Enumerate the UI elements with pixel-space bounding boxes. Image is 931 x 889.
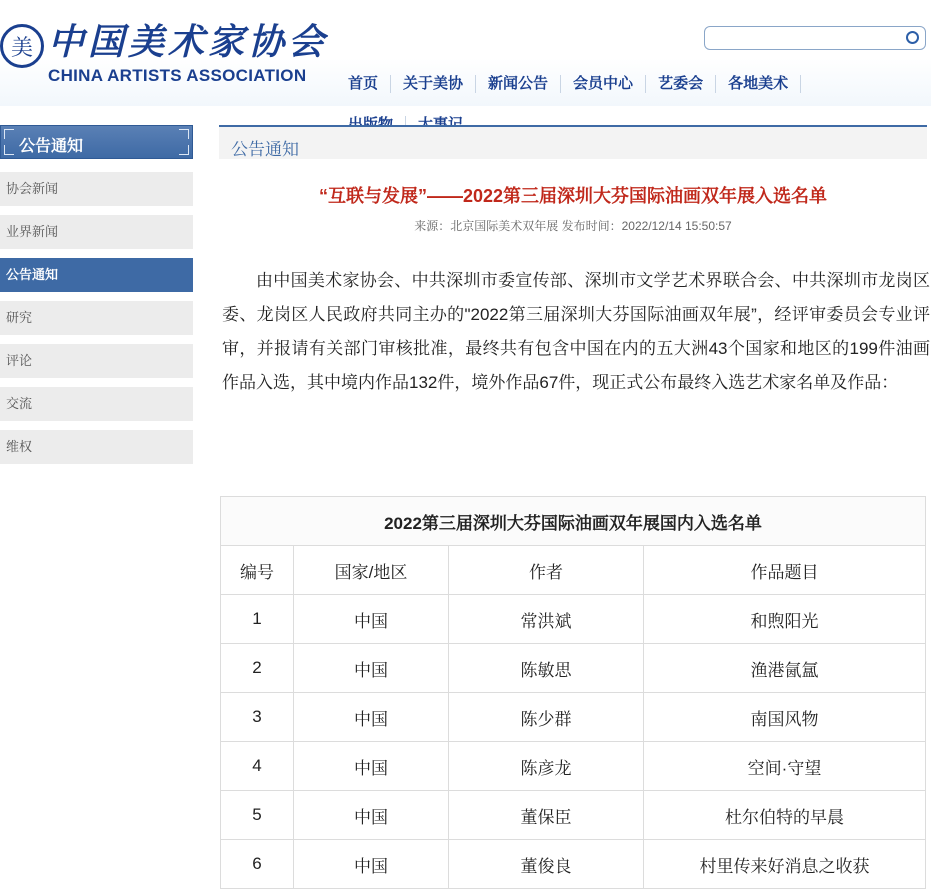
cell-title: 和煦阳光 [644,595,926,644]
nav-item-members[interactable]: 会员中心 [561,75,646,93]
cell-author: 董俊良 [449,840,644,889]
search-input[interactable] [704,26,926,50]
table-row [221,595,926,644]
sidebar-item-industry-news[interactable]: 业界新闻 [0,215,193,249]
article-body: 由中国美术家协会、中共深圳市委宣传部、深圳市文学艺术界联合会、中共深圳市龙岗区委、龙岗区人民政府共同主办的"2022第三届深圳大芬国际油画双年展”，经评审委员会专业评审，并报请有关部门审核批准，最终共有包含中国在内的五大洲43个国家和地区的199件油画作品入选，其中境内作品132件，境外作品67件，现正式公布最终入选艺术家名单及作品： [222,271,930,392]
cell-title: 村里传来好消息之收获 [644,840,926,889]
table-row [221,840,926,889]
sidebar-item-rights[interactable]: 维权 [0,430,193,464]
col-header-region: 国家/地区 [294,546,449,595]
sidebar-title [0,125,193,159]
cell-number: 6 [221,840,294,889]
site-logo[interactable] [0,20,330,90]
nav-item-art-committee[interactable]: 艺委会 [646,75,716,93]
cell-region: 中国 [294,693,449,742]
logo-chinese-text: 中国美术家协会 [48,21,329,63]
article-title: “互联与发展”——2022第三届深圳大芬国际油画双年展入选名单 [318,186,828,206]
col-header-title: 作品题目 [644,546,926,595]
cell-region: 中国 [294,840,449,889]
cell-number: 3 [221,693,294,742]
article-meta: 来源：北京国际美术双年展 发布时间：2022/12/14 15:50:57 [414,219,732,233]
cell-title: 空间·守望 [644,742,926,791]
corner-ornament [4,129,14,139]
cell-number: 2 [221,644,294,693]
corner-ornament [179,145,189,155]
cell-number: 5 [221,791,294,840]
cell-region: 中国 [294,791,449,840]
col-header-number: 编号 [221,546,294,595]
cell-author: 董保臣 [449,791,644,840]
sidebar-menu [0,172,193,473]
sidebar-item-research[interactable]: 研究 [0,301,193,335]
table-row [221,791,926,840]
table-row [221,644,926,693]
sidebar-item-announcements[interactable]: 公告通知 [0,258,193,292]
cell-number: 1 [221,595,294,644]
table-header-row [221,546,926,595]
nav-item-about[interactable]: 关于美协 [391,75,476,93]
table-caption-row [221,497,926,546]
cell-region: 中国 [294,595,449,644]
table-caption: 2022第三届深圳大芬国际油画双年展国内入选名单 [221,497,926,546]
cell-number: 4 [221,742,294,791]
cell-region: 中国 [294,644,449,693]
sidebar-item-association-news[interactable]: 协会新闻 [0,172,193,206]
logo-english-text: CHINA ARTISTS ASSOCIATION [48,66,307,85]
site-header [0,0,931,106]
table-row [221,693,926,742]
cell-author: 陈少群 [449,693,644,742]
selection-table [220,496,926,889]
cell-author: 常洪斌 [449,595,644,644]
cell-title: 南国风物 [644,693,926,742]
col-header-author: 作者 [449,546,644,595]
corner-ornament [179,129,189,139]
sidebar-title-label: 公告通知 [19,138,84,155]
cell-title: 渔港氤氲 [644,644,926,693]
sidebar-item-exchange[interactable]: 交流 [0,387,193,421]
cell-author: 陈彦龙 [449,742,644,791]
cell-region: 中国 [294,742,449,791]
nav-item-local-art[interactable]: 各地美术 [716,75,801,93]
cell-title: 杜尔伯特的早晨 [644,791,926,840]
search-icon[interactable] [906,31,919,44]
main-nav [336,70,856,98]
association-emblem-icon: 美 [0,24,44,68]
nav-item-news[interactable]: 新闻公告 [476,75,561,93]
corner-ornament [4,145,14,155]
section-header [219,125,927,159]
nav-item-home[interactable]: 首页 [336,75,391,93]
sidebar-item-commentary[interactable]: 评论 [0,344,193,378]
cell-author: 陈敏思 [449,644,644,693]
section-title: 公告通知 [231,140,299,159]
table-row [221,742,926,791]
